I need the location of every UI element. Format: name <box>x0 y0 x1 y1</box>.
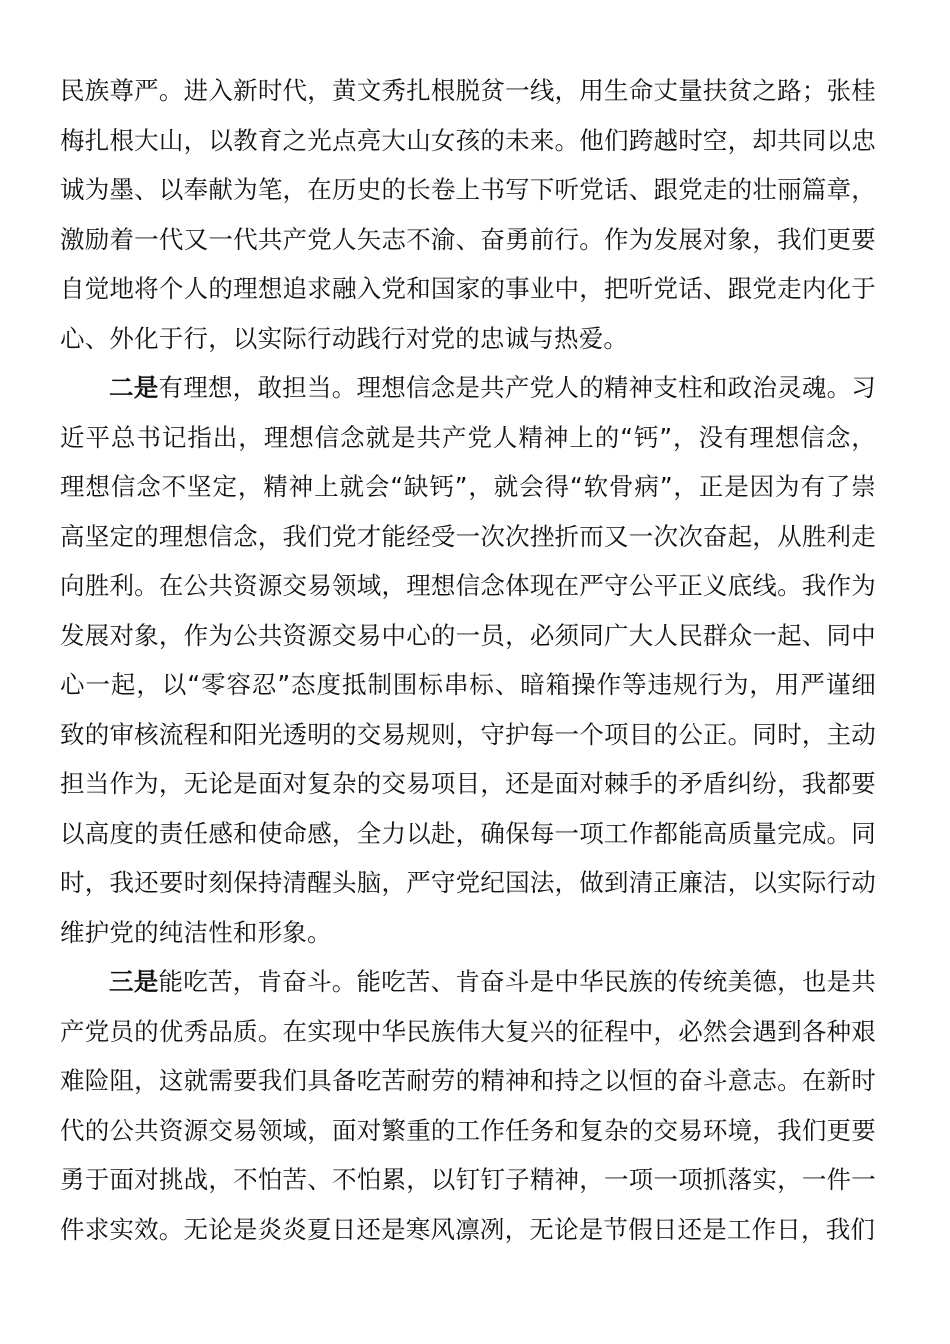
paragraph-lead: 三是 <box>109 967 159 996</box>
paragraph-lead: 二是 <box>109 373 159 402</box>
paragraph-point-three <box>60 957 876 1254</box>
paragraph-point-two <box>60 363 876 957</box>
paragraph-text: 能吃苦，肯奋斗。能吃苦、肯奋斗是中华民族的传统美德，也是共产党员的优秀品质。在实现中华民族伟大复兴的征程中，必然会遇到各种艰难险阻，这就需要我们具备吃苦耐劳的精神和持之以恒的奋斗意志。在新时代的公共资源交易领域，面对繁重的工作任务和复杂的交易环境，我们更要勇于面对挑战，不怕苦、不怕累，以钉钉子精神，一项一项抓落实，一件一件求实效。无论是炎炎夏日还是寒风凛冽，无论是节假日还是工作日，我们 <box>60 967 877 1244</box>
paragraph-continuation <box>60 66 876 363</box>
document-page <box>60 66 876 1254</box>
paragraph-text: 有理想，敢担当。理想信念是共产党人的精神支柱和政治灵魂。习近平总书记指出，理想信念就是共产党人精神上的“钙”，没有理想信念，理想信念不坚定，精神上就会“缺钙”，就会得“软骨病”，正是因为有了崇高坚定的理想信念，我们党才能经受一次次挫折而又一次次奋起，从胜利走向胜利。在公共资源交易领域，理想信念体现在严守公平正义底线。我作为发展对象，作为公共资源交易中心的一员，必须同广大人民群众一起、同中心一起，以“零容忍”态度抵制围标串标、暗箱操作等违规行为，用严谨细致的审核流程和阳光透明的交易规则，守护每一个项目的公正。同时，主动担当作为，无论是面对复杂的交易项目，还是面对棘手的矛盾纠纷，我都要以高度的责任感和使命感，全力以赴，确保每一项工作都能高质量完成。同时，我还要时刻保持清醒头脑，严守党纪国法，做到清正廉洁，以实际行动维护党的纯洁性和形象。 <box>60 373 877 947</box>
paragraph-text: 民族尊严。进入新时代，黄文秀扎根脱贫一线，用生命丈量扶贫之路；张桂梅扎根大山，以教育之光点亮大山女孩的未来。他们跨越时空，却共同以忠诚为墨、以奉献为笔，在历史的长卷上书写下听党话、跟党走的壮丽篇章，激励着一代又一代共产党人矢志不渝、奋勇前行。作为发展对象，我们更要自觉地将个人的理想追求融入党和国家的事业中，把听党话、跟党走内化于心、外化于行，以实际行动践行对党的忠诚与热爱。 <box>60 76 876 353</box>
